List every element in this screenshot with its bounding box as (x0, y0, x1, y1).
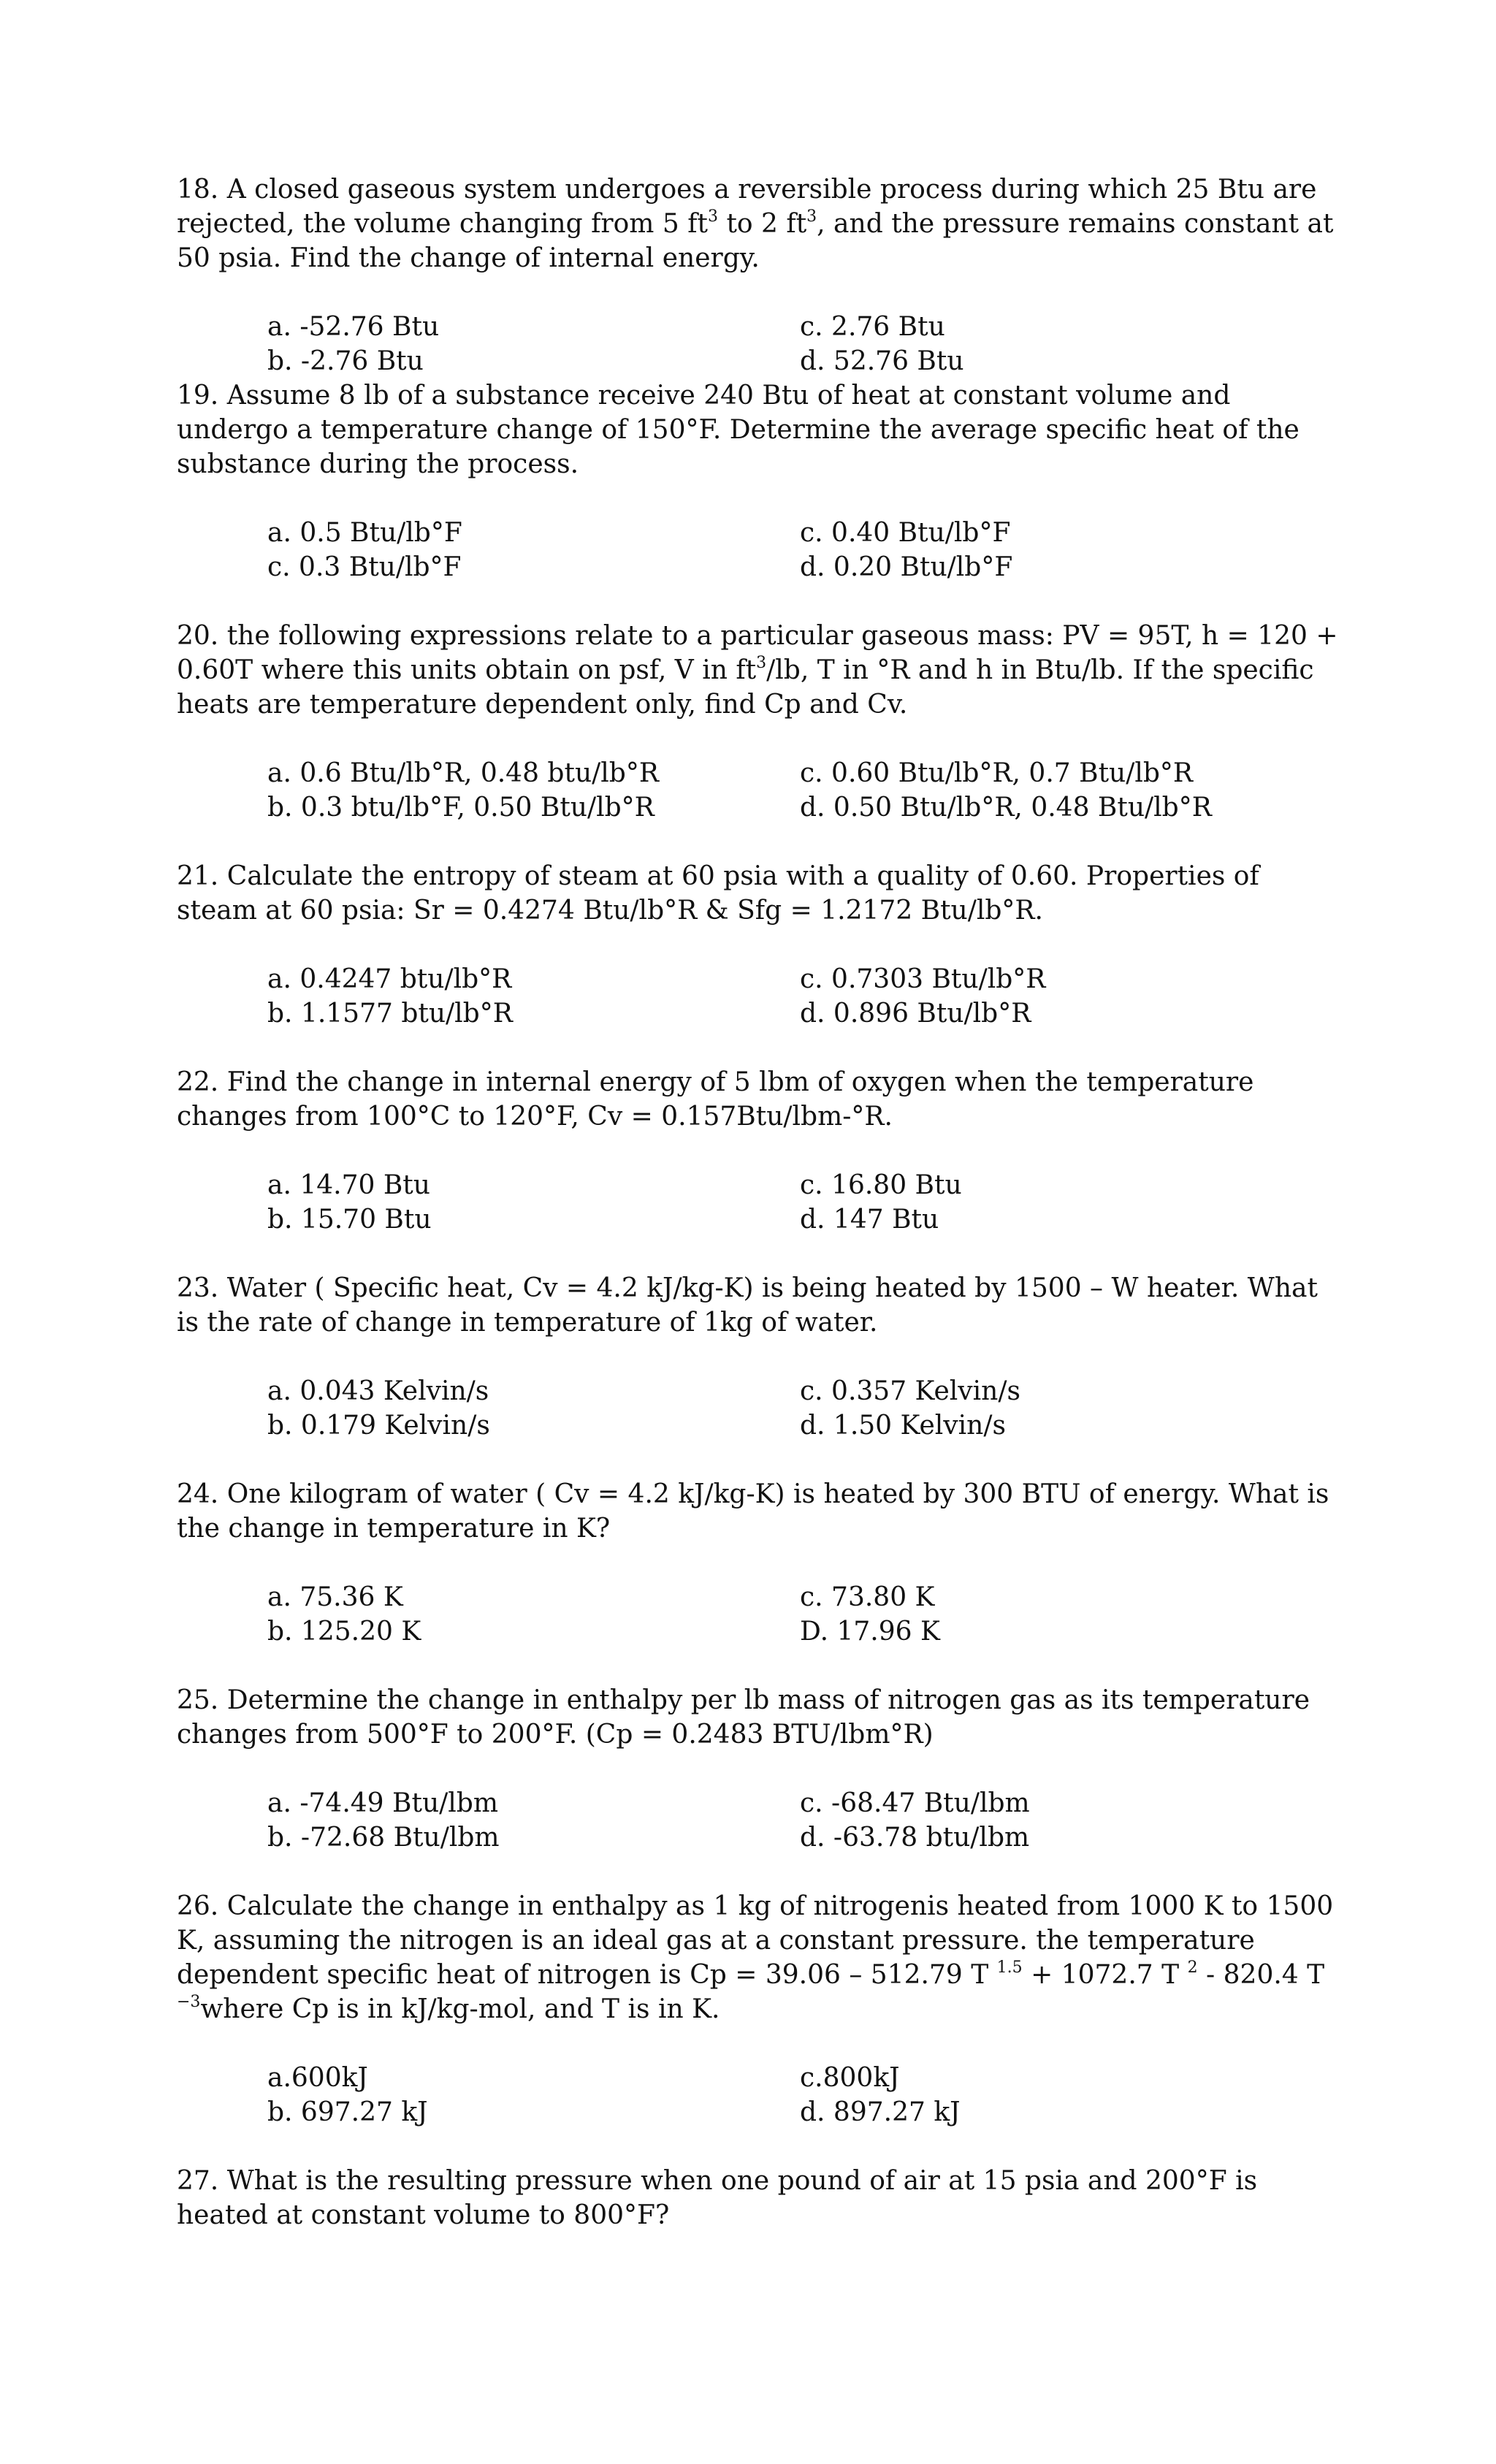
option-a: a. 0.6 Btu/lb°R, 0.48 btu/lb°R (267, 758, 659, 788)
superscript: 3 (708, 207, 718, 226)
question-number: 25. (177, 1685, 219, 1715)
options-19 (267, 516, 1338, 584)
option-c: c. 16.80 Btu (800, 1170, 962, 1200)
option-d: d. 897.27 kJ (800, 2097, 961, 2127)
superscript: 3 (806, 207, 817, 226)
question-number: 18. (177, 175, 219, 205)
question-21 (177, 859, 1338, 928)
option-a: a. 0.043 Kelvin/s (267, 1376, 489, 1406)
question-number: 26. (177, 1891, 219, 1921)
option-a: a. 75.36 K (267, 1582, 403, 1612)
question-text: What is the resulting pressure when one pound of air at 15 psia and 200°F is heated at constant volume to 800°F? (177, 2166, 1258, 2230)
question-text: - 820.4 T (1197, 1960, 1325, 1990)
question-number: 23. (177, 1273, 219, 1303)
option-a: a. 14.70 Btu (267, 1170, 430, 1200)
option-b: b. 0.179 Kelvin/s (267, 1411, 490, 1441)
option-a: a. 0.5 Btu/lb°F (267, 518, 462, 548)
option-b: b. 125.20 K (267, 1617, 421, 1647)
superscript: −3 (177, 1993, 201, 2011)
option-a: a. -52.76 Btu (267, 312, 440, 342)
option-c: c. 73.80 K (800, 1582, 935, 1612)
options-25 (267, 1786, 1338, 1855)
option-d: d. -63.78 btu/lbm (800, 1823, 1030, 1853)
question-text: Determine the change in enthalpy per lb mass of nitrogen gas as its temperature changes from 500°F to 200°F. (Cp = 0.2483 BTU/lbm°R) (177, 1685, 1310, 1750)
question-number: 21. (177, 861, 219, 891)
question-text: to 2 ft (718, 209, 807, 239)
option-b: b. 15.70 Btu (267, 1205, 432, 1235)
question-text: Find the change in internal energy of 5 lbm of oxygen when the temperature changes from 100°C to 120°F, Cv = 0.157Btu/lbm-°R. (177, 1067, 1254, 1132)
question-20 (177, 619, 1338, 722)
question-text: Water ( Specific heat, Cv = 4.2 kJ/kg-K) is being heated by 1500 – W heater. What is the rate of change in temperature of 1kg of water. (177, 1273, 1318, 1338)
question-18 (177, 172, 1338, 275)
question-text: A closed gaseous system undergoes a reversible process during which 25 Btu are rejected, the volume changing from 5 ft (177, 175, 1317, 239)
superscript: 3 (756, 654, 767, 672)
option-c: c. 2.76 Btu (800, 312, 945, 342)
options-23 (267, 1374, 1338, 1443)
option-b: b. 0.3 btu/lb°F, 0.50 Btu/lb°R (267, 793, 654, 823)
superscript: 1.5 (996, 1958, 1023, 1977)
question-text: Calculate the change in enthalpy as 1 kg of nitrogenis heated from 1000 K to 1500 K, assuming the nitrogen is an ideal gas at a constant pressure. the temperature dependent specific heat of nitrogen is Cp = 39.06 – 512.79 T (177, 1891, 1334, 1990)
option-c: c. 0.40 Btu/lb°F (800, 518, 1011, 548)
question-sheet (177, 172, 1338, 2232)
option-c: c. 0.7303 Btu/lb°R (800, 964, 1046, 994)
options-21 (267, 962, 1338, 1031)
option-c: c. 0.60 Btu/lb°R, 0.7 Btu/lb°R (800, 758, 1194, 788)
question-text: the following expressions relate to a particular gaseous mass: PV = 95T, h = 120 + 0.60T where this units obtain on psf, V in ft (177, 621, 1338, 685)
option-b: b. -72.68 Btu/lbm (267, 1823, 500, 1853)
question-number: 22. (177, 1067, 219, 1097)
option-b: b. 697.27 kJ (267, 2097, 428, 2127)
option-d: d. 1.50 Kelvin/s (800, 1411, 1006, 1441)
question-text: , and the pressure remains constant at 50 psia. Find the change of internal energy. (177, 209, 1334, 273)
question-19 (177, 378, 1338, 481)
question-number: 20. (177, 621, 219, 651)
question-number: 24. (177, 1479, 219, 1509)
question-number: 27. (177, 2166, 219, 2196)
question-text: One kilogram of water ( Cv = 4.2 kJ/kg-K) is heated by 300 BTU of energy. What is the change in temperature in K? (177, 1479, 1329, 1544)
question-25 (177, 1683, 1338, 1752)
option-b: b. 1.1577 btu/lb°R (267, 999, 513, 1029)
question-text: Assume 8 lb of a substance receive 240 Btu of heat at constant volume and undergo a temperature change of 150°F. Determine the average specific heat of the substance during the process. (177, 381, 1300, 479)
question-22 (177, 1065, 1338, 1134)
question-27 (177, 2164, 1338, 2232)
question-text: Calculate the entropy of steam at 60 psia with a quality of 0.60. Properties of steam at 60 psia: Sr = 0.4274 Btu/lb°R & Sfg = 1.2172 Btu/lb°R. (177, 861, 1259, 926)
option-c-duplicate: c. 0.3 Btu/lb°F (267, 552, 462, 582)
options-22 (267, 1168, 1338, 1237)
options-20 (267, 756, 1338, 825)
options-24 (267, 1580, 1338, 1649)
question-text: where Cp is in kJ/kg-mol, and T is in K. (200, 1994, 720, 2024)
option-a: a.600kJ (267, 2063, 368, 2093)
question-text: /lb, T in °R and h in Btu/lb. If the specific heats are temperature dependent only, find Cp and Cv. (177, 655, 1314, 720)
option-d: d. 0.50 Btu/lb°R, 0.48 Btu/lb°R (800, 793, 1212, 823)
option-c: c. 0.357 Kelvin/s (800, 1376, 1020, 1406)
options-18 (267, 310, 1338, 378)
options-26 (267, 2061, 1338, 2129)
option-d: D. 17.96 K (800, 1617, 940, 1647)
option-a: a. 0.4247 btu/lb°R (267, 964, 512, 994)
option-d: d. 0.20 Btu/lb°F (800, 552, 1013, 582)
superscript: 2 (1187, 1958, 1198, 1977)
option-a: a. -74.49 Btu/lbm (267, 1788, 498, 1818)
question-26 (177, 1889, 1338, 2026)
question-23 (177, 1271, 1338, 1340)
option-d: d. 147 Btu (800, 1205, 939, 1235)
question-number: 19. (177, 381, 219, 411)
option-d: d. 52.76 Btu (800, 346, 964, 376)
option-c: c. -68.47 Btu/lbm (800, 1788, 1030, 1818)
question-text: + 1072.7 T (1022, 1960, 1188, 1990)
option-d: d. 0.896 Btu/lb°R (800, 999, 1031, 1029)
question-24 (177, 1477, 1338, 1546)
option-b: b. -2.76 Btu (267, 346, 424, 376)
option-c: c.800kJ (800, 2063, 900, 2093)
